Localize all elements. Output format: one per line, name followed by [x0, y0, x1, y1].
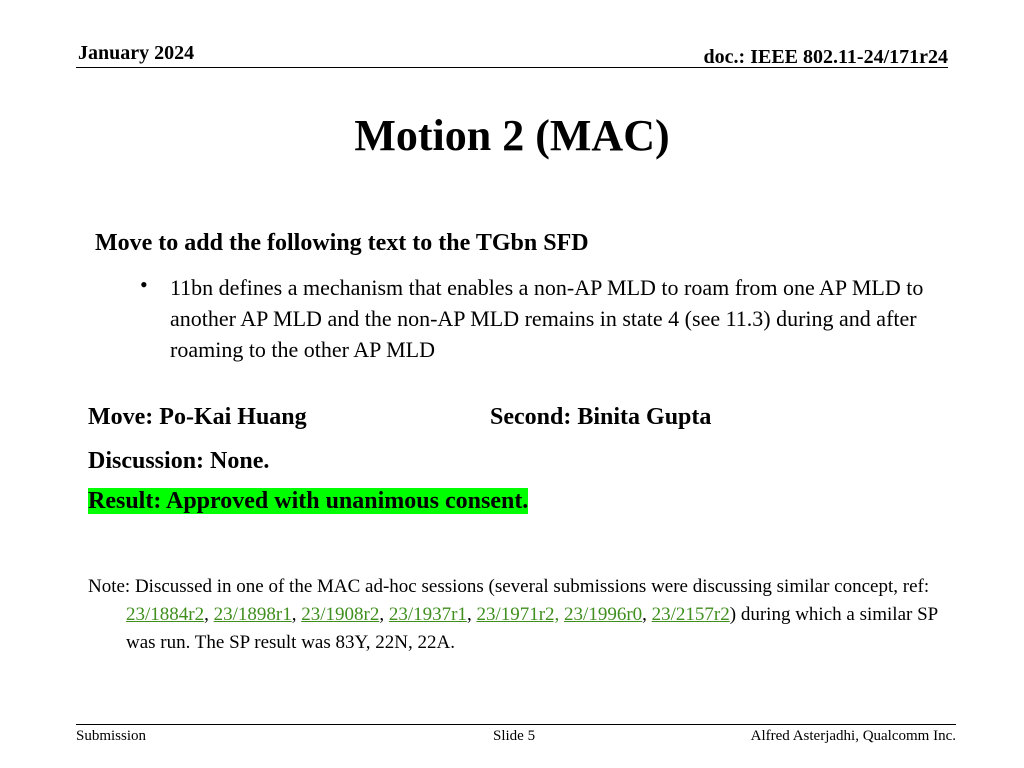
ref-link[interactable]: 23/1884r2 — [126, 604, 205, 625]
motion-bullet-text: 11bn defines a mechanism that enables a non-AP MLD to roam from one AP MLD to another AP MLD and the non-AP MLD remains in state 4 (see 11.3) during and after roaming to the other AP MLD — [170, 275, 924, 362]
header-doc-number: doc.: IEEE 802.11-24/171r24 — [703, 46, 948, 68]
result — [88, 488, 528, 515]
ref-link[interactable]: 23/1898r1 — [213, 604, 292, 625]
seconder: Second: Binita Gupta — [490, 404, 712, 430]
ref-link[interactable]: 23/1937r1 — [388, 604, 467, 625]
mover: Move: Po-Kai Huang — [88, 404, 307, 430]
note-prefix: Note: Discussed in one of the MAC ad-hoc sessions (several submissions were discussing similar concept, ref: — [88, 576, 930, 597]
note: Note: Discussed in one of the MAC ad-hoc sessions (several submissions were discussing similar concept, ref: 23/1884r2, 23/1898r1, 23/1908r2, 23/1937r1, 23/1971r2, 23/1996r0, 23/2157r2) during which a similar SP was run. The SP result was 83Y, 22N, 22A. — [88, 576, 938, 653]
footer-author: Alfred Asterjadhi, Qualcomm Inc. — [750, 728, 956, 744]
ref-link[interactable]: 23/1996r0 — [564, 604, 643, 625]
header-date: January 2024 — [78, 42, 195, 64]
ref-link[interactable]: 23/1908r2 — [301, 604, 380, 625]
result-text: Result: Approved with unanimous consent. — [88, 488, 529, 514]
footer-divider — [76, 724, 956, 725]
slide-title: Motion 2 (MAC) — [354, 111, 670, 160]
ref-link[interactable]: 23/1971r2, — [476, 604, 560, 625]
ref-link[interactable]: 23/2157r2 — [651, 604, 730, 625]
bullet-icon: • — [140, 272, 148, 297]
footer-submission: Submission — [76, 728, 147, 744]
discussion: Discussion: None. — [88, 448, 270, 474]
note-suffix: ) during which a similar SP was run. The SP result was 83Y, 22N, 22A. — [126, 604, 938, 653]
header-divider — [76, 67, 948, 68]
motion-heading: Move to add the following text to the TGbn SFD — [95, 230, 589, 256]
footer-slide-number: Slide 5 — [493, 728, 536, 744]
